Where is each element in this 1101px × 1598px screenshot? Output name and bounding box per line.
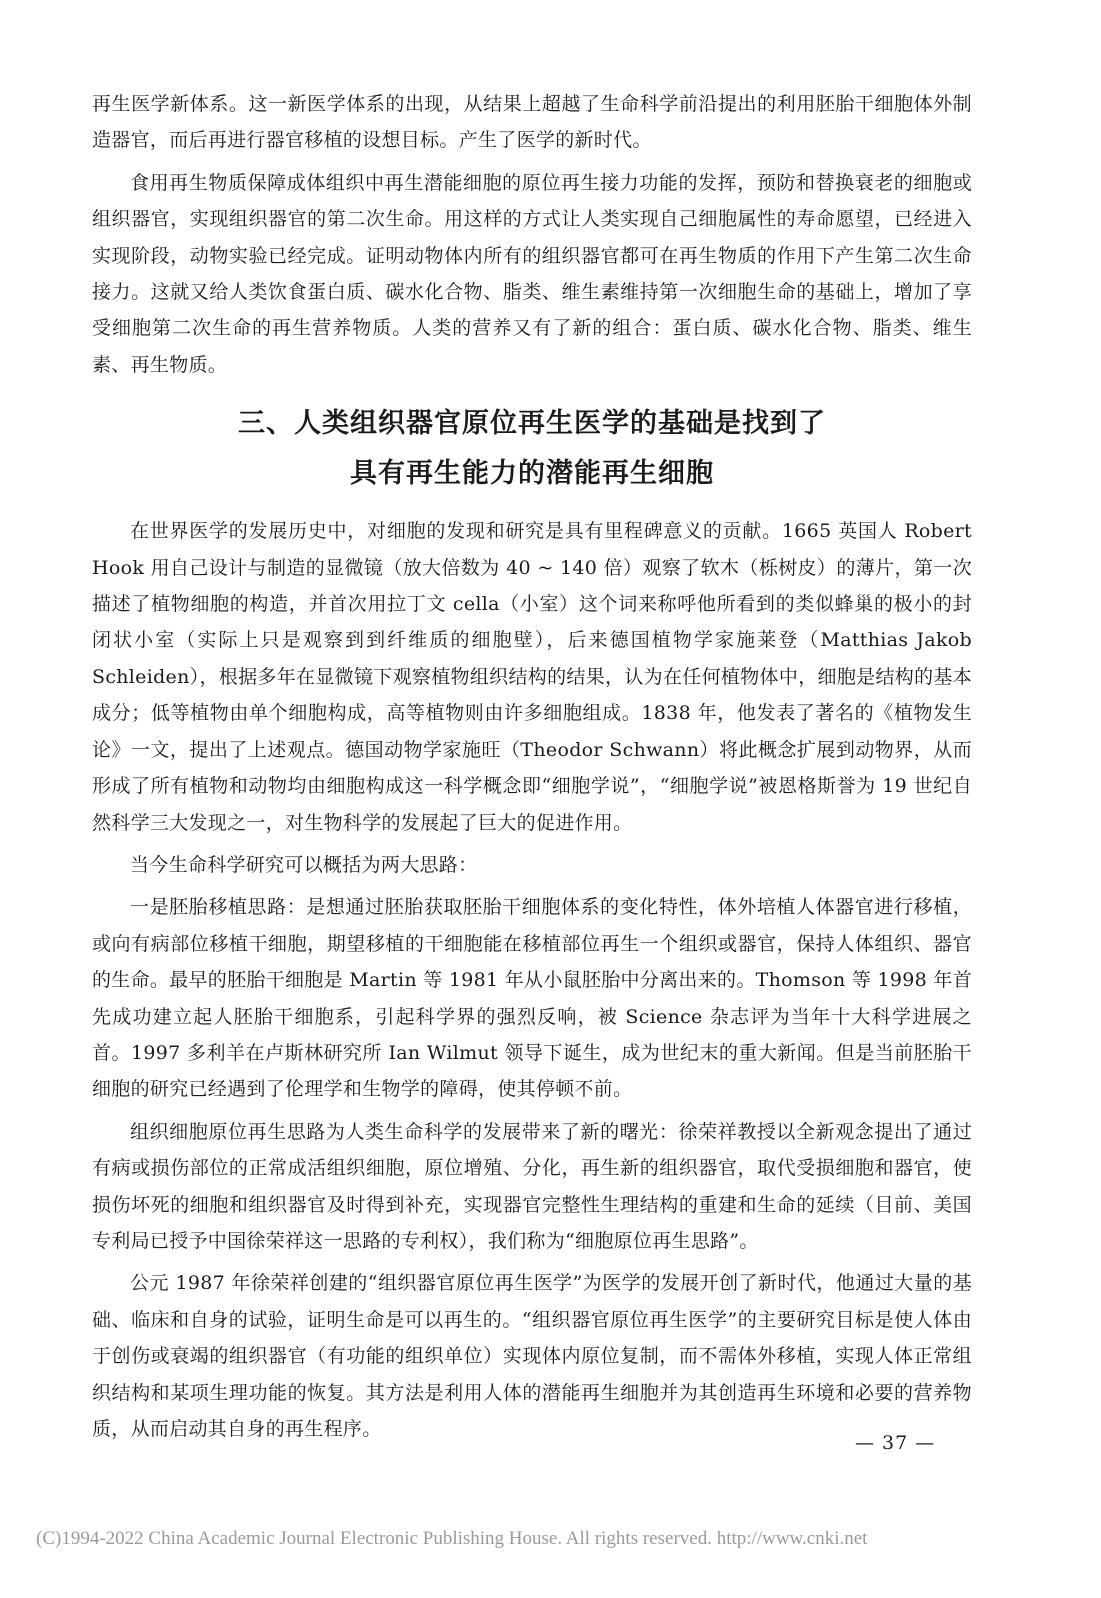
paragraph-continued: 再生医学新体系。这一新医学体系的出现，从结果上超越了生命科学前沿提出的利用胚胎干细胞体外制造器官，而后再进行器官移植的设想目标。产生了医学的新时代。 (92, 93, 972, 152)
paragraph-two-approaches: 当今生命科学研究可以概括为两大思路： (130, 853, 478, 876)
section-heading-line-1: 三、人类组织器官原位再生医学的基础是找到了 (238, 408, 826, 440)
paragraph-regenerative-medicine-1987: 公元 1987 年徐荣祥创建的“组织器官原位再生医学”为医学的发展开创了新时代，他通过大量的基础、临床和自身的试验，证明生命是可以再生的。“组织器官原位再生医学”的主要研究目标是使人体由于创伤或衰竭的组织器官（有功能的组织单位）实现体内原位复制，而不需体外移植，实现人体正常组织结构和某项生理功能的恢复。其方法是利用人体的潜能再生细胞并为其创造再生环境和必要的营养物质，从而启动其自身的再生程序。 (92, 1272, 972, 1440)
paragraph-in-situ-regeneration: 组织细胞原位再生思路为人类生命科学的发展带来了新的曙光：徐荣祥教授以全新观念提出了通过有病或损伤部位的正常成活组织细胞，原位增殖、分化，再生新的组织器官，取代受损细胞和器官，使损伤坏死的细胞和组织器官及时得到补充，实现器官完整性生理结构的重建和生命的延续（目前、美国专利局已授予中国徐荣祥这一思路的专利权），我们称为“细胞原位再生思路”。 (92, 1120, 972, 1252)
paragraph-embryo-approach: 一是胚胎移植思路：是想通过胚胎获取胚胎干细胞体系的变化特性，体外培植人体器官进行移植，或向有病部位移植干细胞，期望移植的干细胞能在移植部位再生一个组织或器官，保持人体组织、器官的生命。最早的胚胎干细胞是 Martin 等 1981 年从小鼠胚胎中分离出来的。Thomson 等 1998 年首先成功建立起人胚胎干细胞系，引起科学界的强烈反响，被 Science 杂志评为当年十大科学进展之首。1997 多利羊在卢斯林研究所 Ian Wilmut 领导下诞生，成为世纪末的重大新闻。但是当前胚胎干细胞的研究已经遇到了伦理学和生物学的障碍，使其停顿不前。 (92, 896, 972, 1101)
copyright-footer: (C)1994-2022 China Academic Journal Electronic Publishing House. All rights reserved. http://www.cnki.net (36, 1528, 868, 1549)
section-heading (92, 399, 972, 499)
document-page (92, 86, 972, 1453)
paragraph-regenerative-nutrition: 食用再生物质保障成体组织中再生潜能细胞的原位再生接力功能的发挥，预防和替换衰老的细胞或组织器官，实现组织器官的第二次生命。用这样的方式让人类实现自己细胞属性的寿命愿望，已经进入实现阶段，动物实验已经完成。证明动物体内所有的组织器官都可在再生物质的作用下产生第二次生命接力。这就又给人类饮食蛋白质、碳水化合物、脂类、维生素维持第一次细胞生命的基础上，增加了享受细胞第二次生命的再生营养物质。人类的营养又有了新的组合：蛋白质、碳水化合物、脂类、维生素、再生物质。 (92, 171, 972, 376)
page-number: — 37 — (855, 1432, 936, 1454)
section-heading-line-2: 具有再生能力的潜能再生细胞 (350, 458, 714, 490)
paragraph-cell-discovery: 在世界医学的发展历史中，对细胞的发现和研究是具有里程碑意义的贡献。1665 英国人 Robert Hook 用自己设计与制造的显微镜（放大倍数为 40 ~ 140 倍）观察了软木（栎树皮）的薄片，第一次描述了植物细胞的构造，并首次用拉丁文 cella（小室）这个词来称呼他所看到的类似蜂巢的极小的封闭状小室（实际上只是观察到到纤维质的细胞壁），后来德国植物学家施莱登（Matthias Jakob Schleiden），根据多年在显微镜下观察植物组织结构的结果，认为在任何植物体中，细胞是结构的基本成分；低等植物由单个细胞构成，高等植物则由许多细胞组成。1838 年，他发表了著名的《植物发生论》一文，提出了上述观点。德国动物学家施旺（Theodor Schwann）将此概念扩展到动物界，从而形成了所有植物和动物均由细胞构成这一科学概念即“细胞学说”，“细胞学说”被恩格斯誉为 19 世纪自然科学三大发现之一，对生物科学的发展起了巨大的促进作用。 (92, 520, 972, 834)
